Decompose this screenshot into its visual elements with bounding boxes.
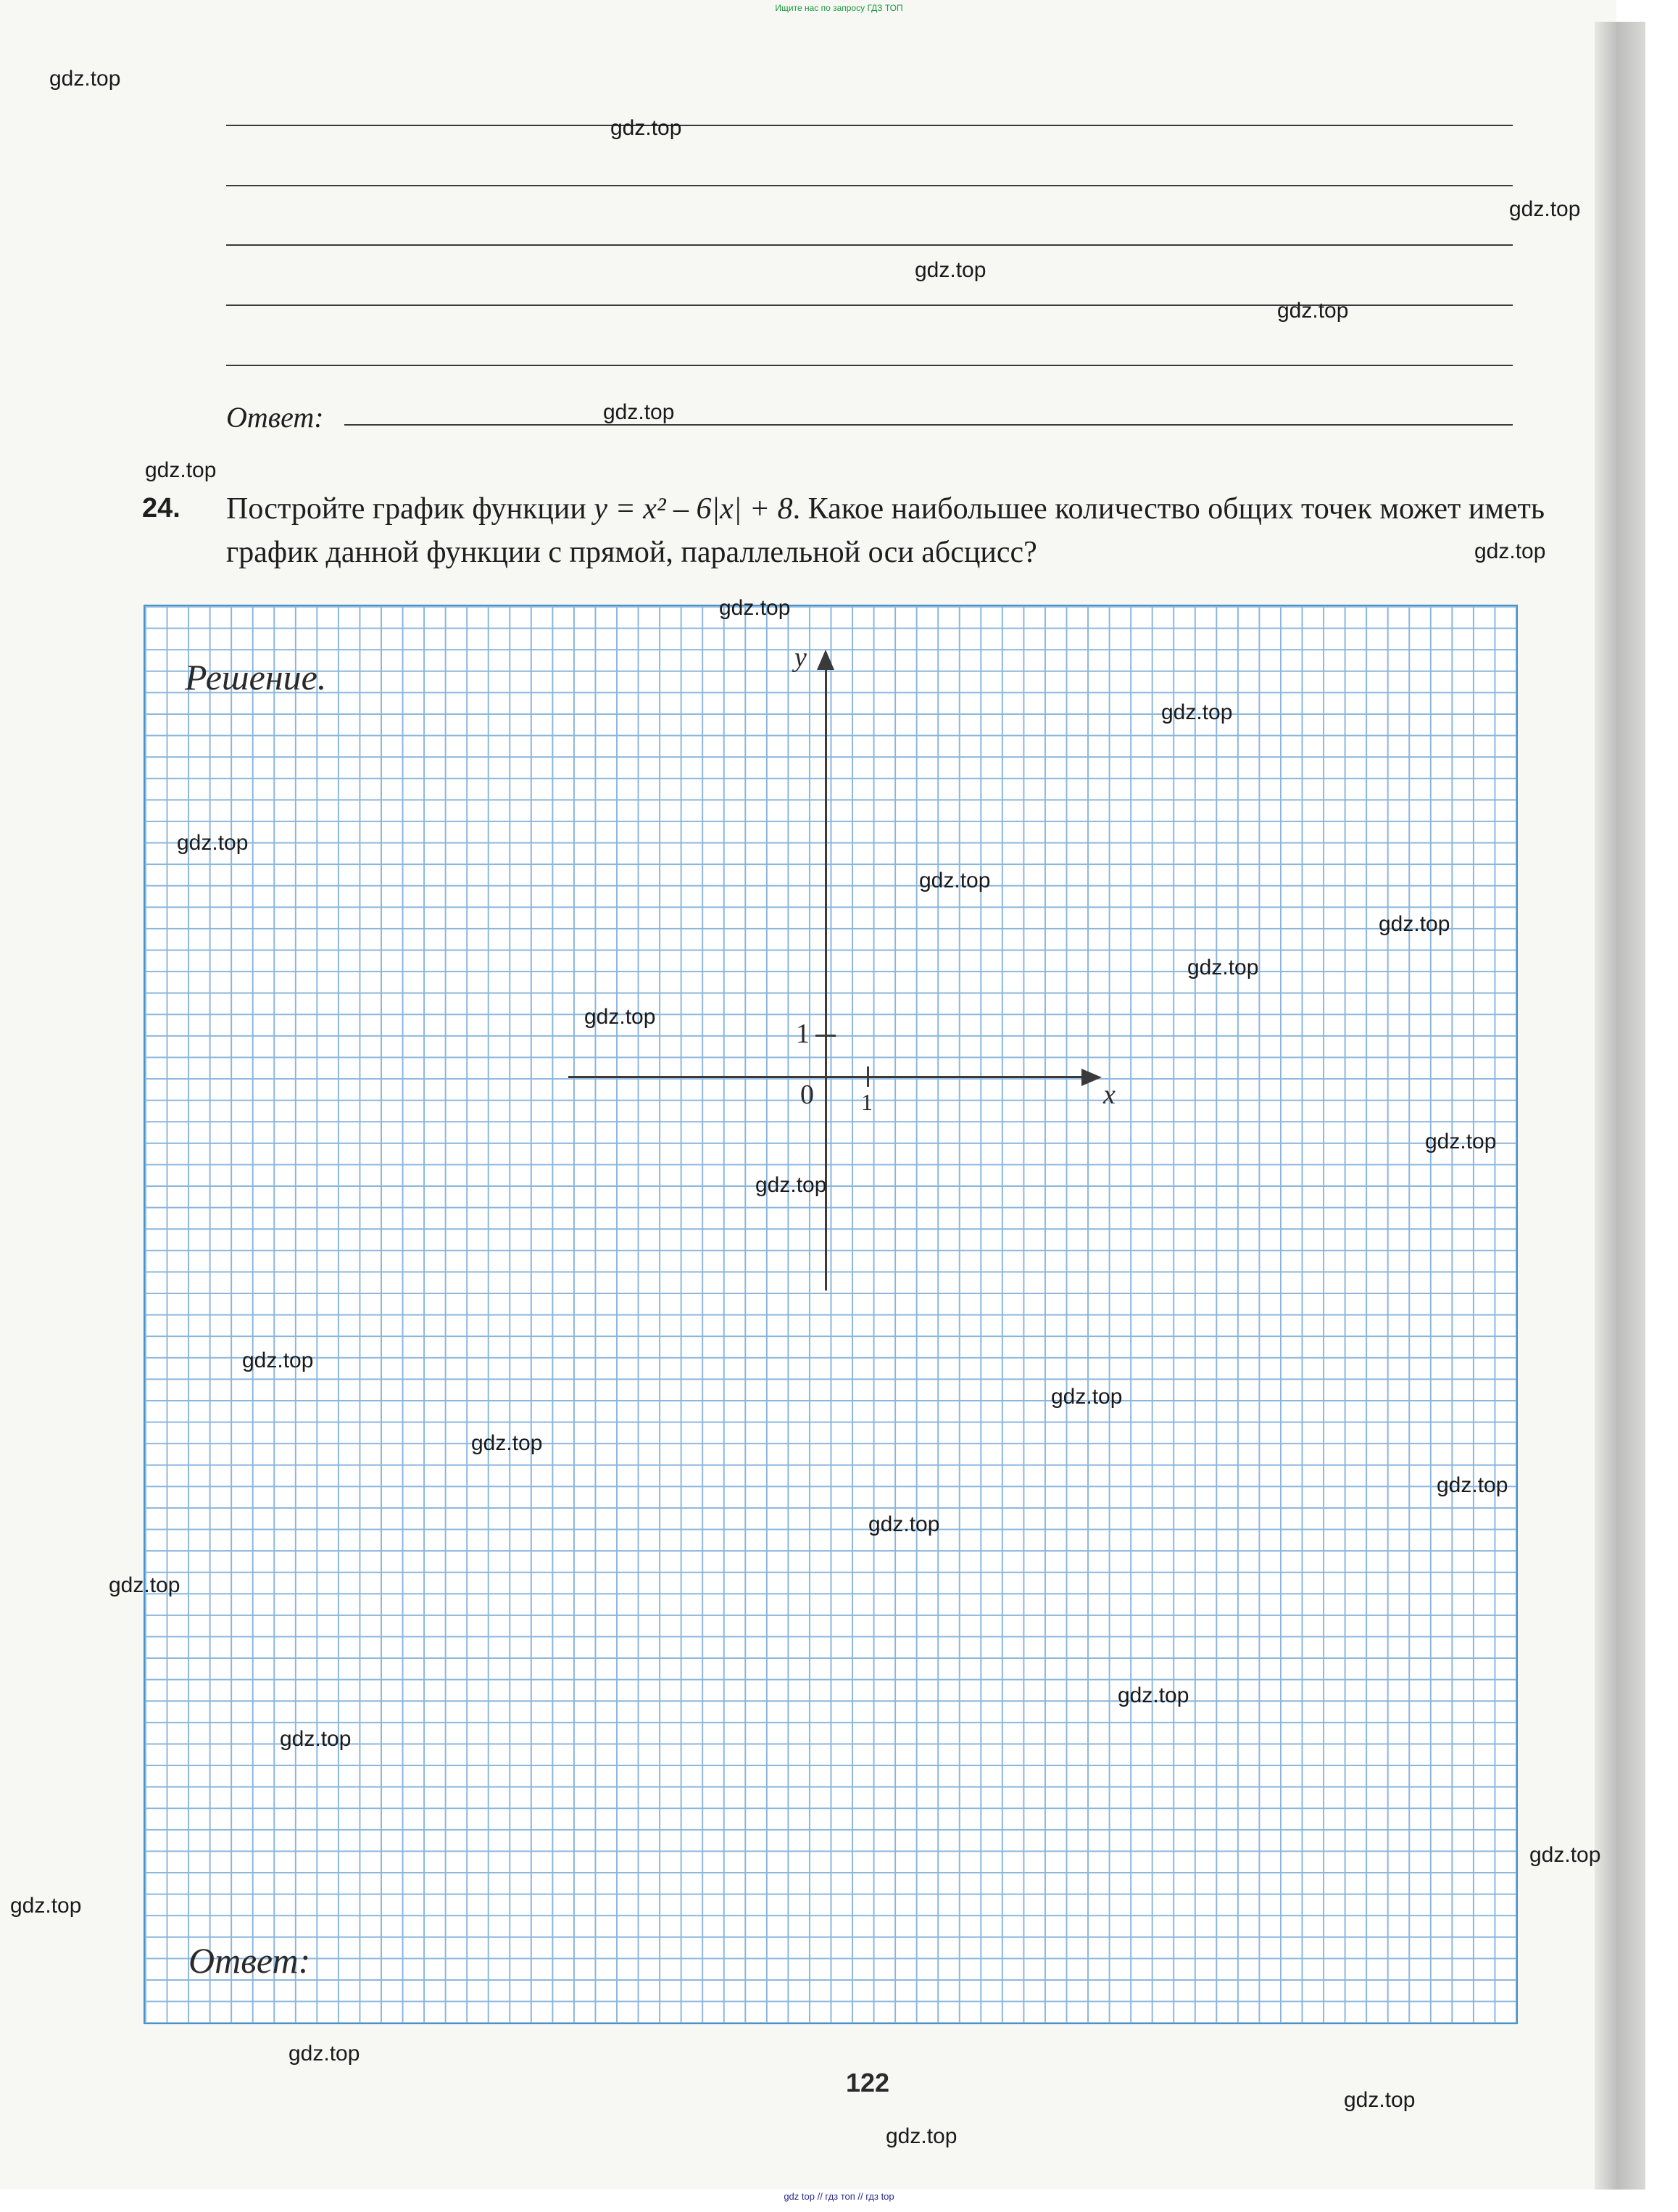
task-formula: y = x² – 6|x| + 8	[594, 492, 793, 526]
watermark-text: gdz.top	[1187, 956, 1259, 979]
watermark-text: gdz.top	[919, 869, 991, 892]
watermark-text: gdz.top	[1529, 1843, 1601, 1867]
watermark-text: gdz.top	[1509, 197, 1581, 221]
watermark-text: gdz.top	[1474, 539, 1546, 563]
search-note[interactable]: Ищите нас по запросу ГДЗ ТОП	[775, 3, 903, 13]
task-number: 24.	[142, 493, 180, 523]
x-unit-tick	[867, 1066, 869, 1087]
watermark-text: gdz.top	[1118, 1683, 1189, 1707]
watermark-text: gdz.top	[1437, 1473, 1508, 1497]
watermark-text: gdz.top	[280, 1727, 352, 1751]
watermark-text: gdz.top	[603, 400, 675, 424]
watermark-text: gdz.top	[584, 1005, 656, 1029]
watermark-text: gdz.top	[288, 2042, 360, 2066]
watermark-text: gdz.top	[1344, 2088, 1416, 2112]
watermark-text: gdz.top	[177, 831, 249, 855]
answer-line	[226, 185, 1513, 186]
watermark-text: gdz.top	[1379, 912, 1450, 936]
watermark-text: gdz.top	[1051, 1385, 1123, 1409]
watermark-text: gdz.top	[886, 2124, 958, 2148]
answer-line	[226, 125, 1513, 126]
task-statement	[226, 487, 1545, 574]
watermark-text: gdz.top	[1161, 700, 1233, 724]
answer-label: Ответ:	[188, 1940, 311, 1981]
watermark-text: gdz.top	[868, 1512, 940, 1536]
watermark-text: gdz.top	[242, 1349, 314, 1372]
answer-line	[226, 244, 1513, 246]
watermark-text: gdz.top	[755, 1173, 827, 1197]
book-spine-shadow	[1595, 22, 1645, 2190]
page-number: 122	[845, 2068, 890, 2097]
previous-answer-line	[344, 424, 1513, 426]
watermark-text: gdz.top	[49, 67, 121, 91]
task-text-end: . Какое наибольшее количество общих точек может иметь график данной функции с прямой, параллельной оси абсцисс?	[226, 492, 1545, 569]
watermark-text: gdz.top	[719, 596, 791, 620]
origin-label: 0	[800, 1080, 814, 1110]
x-axis-arrow-icon	[1081, 1069, 1102, 1086]
x-axis-label: x	[1103, 1080, 1116, 1110]
watermark-text: gdz.top	[109, 1573, 180, 1597]
y-axis-label: y	[794, 642, 807, 673]
bottom-note[interactable]: gdz top // гдз топ // гдз top	[784, 2191, 894, 2202]
task-text-start: Постройте график функции	[226, 492, 594, 526]
watermark-text: gdz.top	[1277, 299, 1349, 323]
answer-line	[226, 365, 1513, 366]
solution-label: Решение.	[185, 657, 327, 697]
y-unit-tick	[815, 1035, 836, 1037]
watermark-text: gdz.top	[915, 258, 987, 282]
x-unit-label: 1	[861, 1089, 873, 1115]
watermark-text: gdz.top	[610, 116, 682, 140]
watermark-text: gdz.top	[145, 458, 217, 482]
previous-answer-label: Ответ:	[226, 401, 324, 434]
watermark-text: gdz.top	[1425, 1130, 1497, 1153]
graph-paper-grid	[144, 605, 1518, 2024]
watermark-text: gdz.top	[10, 1894, 82, 1918]
y-unit-label: 1	[796, 1019, 810, 1049]
watermark-text: gdz.top	[471, 1431, 543, 1455]
y-axis-arrow-icon	[817, 650, 834, 670]
